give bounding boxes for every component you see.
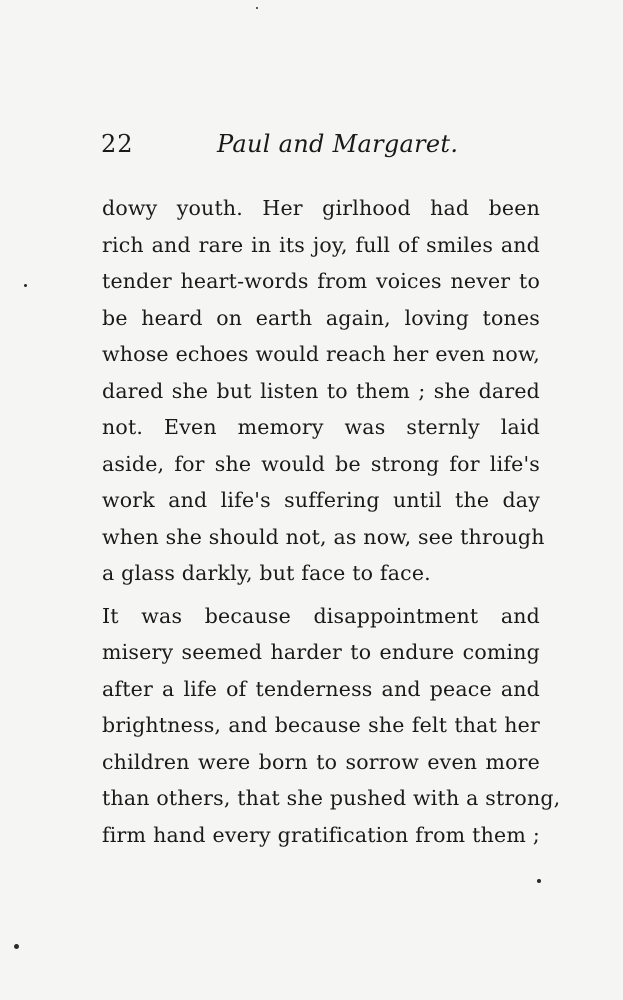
text-line: dared she but listen to them ; she dared (102, 378, 540, 403)
text-line: aside, for she would be strong for life's (102, 451, 540, 476)
running-title: Paul and Margaret. (217, 130, 459, 158)
ink-speck (537, 879, 541, 883)
paragraph (102, 598, 561, 854)
text-line: not. Even memory was sternly laid (102, 415, 540, 439)
text-line: firm hand every gratification from them ; (102, 822, 540, 847)
text-line: tender heart-words from voices never to (102, 269, 540, 293)
ink-speck (24, 284, 27, 287)
text-line: dowy youth. Her girlhood had been (102, 196, 540, 220)
text-line: brightness, and because she felt that her (102, 713, 540, 737)
text-line: whose echoes would reach her even now, (102, 342, 540, 366)
text-line: misery seemed harder to endure coming (102, 640, 540, 664)
ink-speck (14, 944, 19, 949)
text-line: after a life of tenderness and peace and (102, 676, 540, 701)
body-text (102, 190, 561, 853)
text-line: rich and rare in its joy, full of smiles and (102, 232, 540, 257)
text-line: be heard on earth again, loving tones (102, 305, 540, 330)
paragraph (102, 190, 545, 592)
text-line: than others, that she pushed with a strong, (102, 786, 561, 810)
page-header (101, 130, 541, 166)
text-line: children were born to sorrow even more (102, 749, 540, 774)
page-number: 22 (101, 130, 134, 158)
ink-speck (256, 7, 258, 9)
text-line: work and life's suffering until the day (102, 488, 540, 512)
text-line: when she should not, as now, see through (102, 524, 545, 549)
text-line: a glass darkly, but face to face. (102, 561, 431, 585)
text-line: It was because disappointment and (102, 603, 540, 628)
